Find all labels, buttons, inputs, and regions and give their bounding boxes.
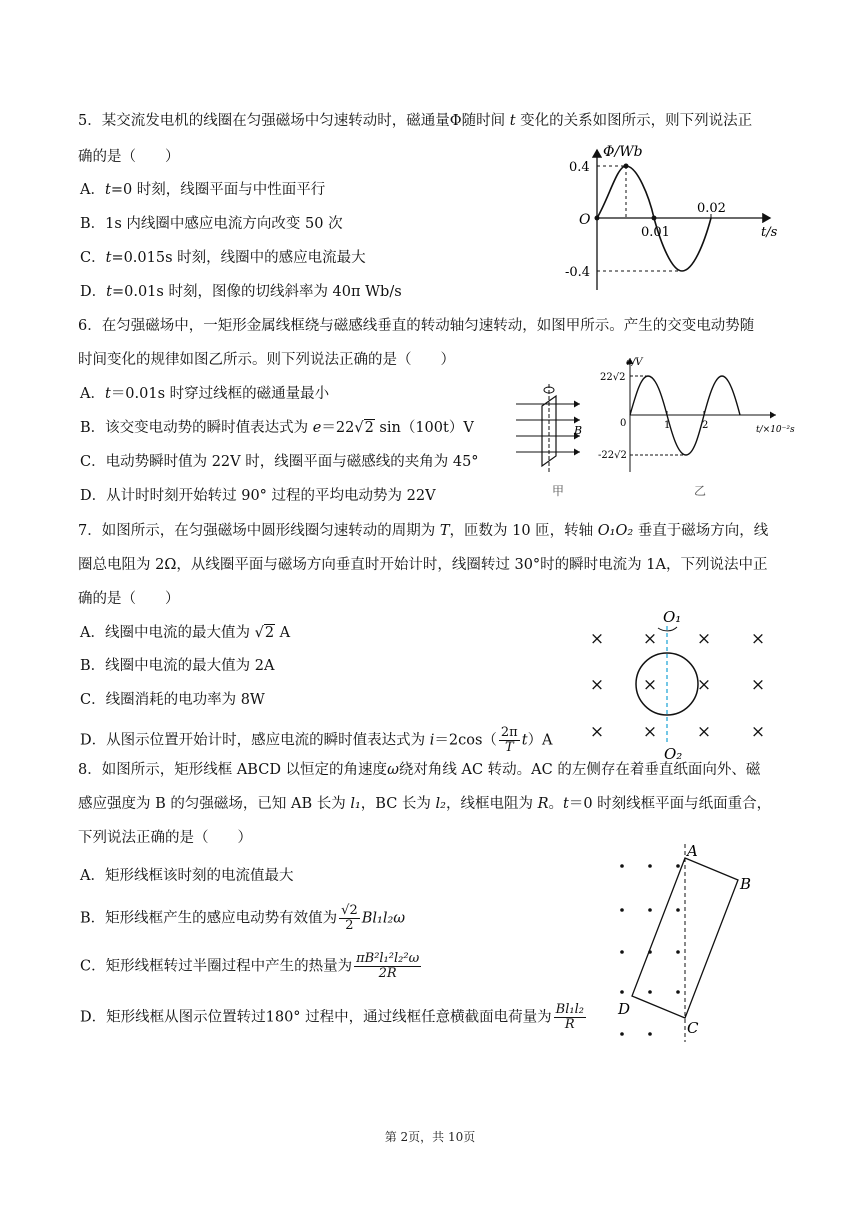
q5-stem-line2: 确的是（ ） — [78, 149, 180, 165]
q7-field-cross: × — [696, 675, 712, 695]
q5-tick-0.01: 0.01 — [641, 225, 670, 240]
q6-tick-1: 1 — [664, 420, 671, 431]
q7-option-d: D．从图示位置开始计时，感应电流的瞬时值表达式为 i＝2cos（ $\frac{2\pi}{T}$ t）A — [80, 725, 553, 755]
q7-field-cross: × — [642, 629, 658, 649]
q6-y-top: 22√2 — [600, 372, 626, 383]
q6-option-d: D．从计时时刻开始转过 90° 过程的平均电动势为 22V — [80, 488, 436, 504]
q5-origin-label: O — [579, 212, 591, 228]
q8-option-a: A．矩形线框该时刻的电流值最大 — [80, 868, 294, 884]
q5-tick-0.4: 0.4 — [569, 160, 590, 175]
page-footer: 第 2页，共 10页 — [384, 1130, 476, 1144]
q7-o1-label: O₁ — [663, 608, 682, 626]
q7-o2-label: O₂ — [664, 745, 683, 763]
q6-option-a: A．t＝0.01s 时穿过线框的磁通量最小 — [80, 386, 330, 402]
q7-stem-line2: 圈总电阻为 2Ω，从线圈平面与磁场方向垂直时开始计时，线圈转过 30°时的瞬时电流为 1A，下列说法中正 — [78, 557, 768, 573]
q5-option-b: B．1s 内线圈中感应电流方向改变 50 次 — [80, 216, 343, 232]
q7-coil-diagram — [580, 606, 780, 766]
q5-tick-neg0.4: -0.4 — [565, 265, 591, 280]
q7-field-cross: × — [696, 722, 712, 742]
q5-tick-0.02: 0.02 — [697, 201, 726, 216]
q6-option-c: C．电动势瞬时值为 22V 时，线圈平面与磁感线的夹角为 45° — [80, 454, 479, 470]
q6-y-bot: -22√2 — [598, 450, 627, 461]
q7-field-cross: × — [696, 629, 712, 649]
q7-stem-line1: 7．如图所示，在匀强磁场中圆形线圈匀速转动的周期为 T，匝数为 10 匝，转轴 O₁O₂ 垂直于磁场方向，线 — [78, 523, 769, 539]
q6-origin: 0 — [620, 418, 627, 429]
q5-option-c: C．t=0.015s 时刻，线圈中的感应电流最大 — [80, 250, 366, 266]
q7-field-cross: × — [589, 675, 605, 695]
q6-emf-graph — [598, 354, 798, 500]
q8-option-b: B．矩形线框产生的感应电动势有效值为 $\frac{√2}{2}$ Bl₁l₂ω — [80, 903, 406, 933]
q6-x-label: t/×10⁻²s — [756, 425, 795, 435]
q6-tick-2: 2 — [702, 420, 709, 431]
q8-label-a: A — [687, 842, 698, 860]
q5-option-d: D．t=0.01s 时刻，图像的切线斜率为 40π Wb/s — [80, 284, 402, 300]
q6-stem-line1: 6．在匀强磁场中，一矩形金属线框绕与磁感线垂直的转动轴匀速转动，如图甲所示。产生的交变电动势随 — [78, 318, 755, 334]
q8-label-d: D — [618, 1000, 631, 1018]
q8-stem-line3: 下列说法正确的是（ ） — [78, 830, 252, 846]
q7-field-cross: × — [642, 722, 658, 742]
q7-field-cross: × — [750, 675, 766, 695]
q6-b-label: B — [574, 424, 583, 437]
q5-stem-line1: 5．某交流发电机的线圈在匀强磁场中匀速转动时，磁通量Φ随时间 t 变化的关系如图所示，则下列说法正 — [78, 113, 753, 129]
q6-caption-jia: 甲 — [552, 484, 565, 498]
q7-option-a: A．线圈中电流的最大值为 √2 A — [80, 625, 291, 641]
q7-stem-line3: 确的是（ ） — [78, 591, 180, 607]
q7-field-cross: × — [589, 722, 605, 742]
q7-field-cross: × — [750, 722, 766, 742]
q7-field-cross: × — [589, 629, 605, 649]
q5-x-label: t/s — [761, 225, 778, 240]
q8-option-d: D．矩形线框从图示位置转过180° 过程中，通过线框任意横截面电荷量为 $\frac{\text{Bl₁l₂}}{R}$ — [80, 1002, 584, 1032]
q5-flux-graph — [565, 140, 790, 300]
q7-option-b: B．线圈中电流的最大值为 2A — [80, 658, 275, 674]
q8-option-c: C．矩形线框转过半圈过程中产生的热量为 $\frac{\text{πB²l₁²l₂²ω}}{2R}$ — [80, 951, 420, 981]
q5-option-a: A．t=0 时刻，线圈平面与中性面平行 — [80, 182, 326, 198]
q5-y-label: Φ/Wb — [603, 144, 643, 160]
q8-label-c: C — [687, 1019, 699, 1037]
q8-label-b: B — [740, 875, 752, 893]
q6-frame-diagram — [512, 376, 602, 500]
q6-option-b: B．该交变电动势的瞬时值表达式为 e＝22√2 sin（100t）V — [80, 420, 474, 436]
q7-option-c: C．线圈消耗的电功率为 8W — [80, 692, 265, 708]
q7-field-cross: × — [750, 629, 766, 649]
q6-caption-yi: 乙 — [694, 484, 707, 498]
q8-frame-diagram — [610, 836, 780, 1046]
q7-field-cross: × — [642, 675, 658, 695]
q6-stem-line2: 时间变化的规律如图乙所示。则下列说法正确的是（ ） — [78, 352, 455, 368]
q8-stem-line1: 8．如图所示，矩形线框 ABCD 以恒定的角速度ω绕对角线 AC 转动。AC 的左侧存在着垂直纸面向外、磁 — [78, 762, 761, 778]
q6-y-label: e/V — [626, 357, 643, 368]
q8-stem-line2: 感应强度为 B 的匀强磁场，已知 AB 长为 l₁，BC 长为 l₂，线框电阻为 R。t＝0 时刻线框平面与纸面重合， — [78, 796, 772, 812]
